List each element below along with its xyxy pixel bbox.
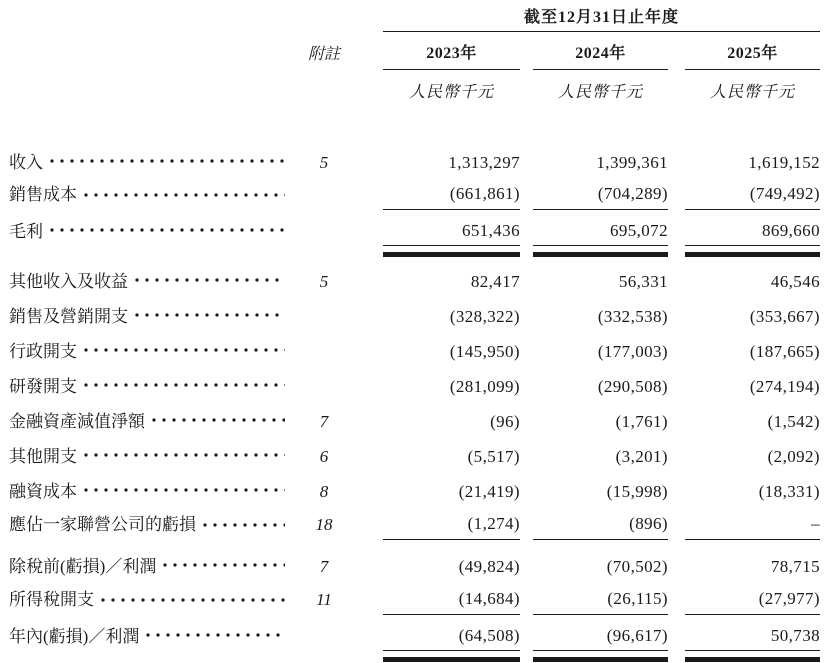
dot-leader bbox=[84, 348, 285, 352]
gross-profit-total-rule bbox=[9, 246, 820, 257]
table-row-rd-expenses bbox=[9, 369, 820, 404]
row-label: 應佔一家聯營公司的虧損 bbox=[9, 515, 196, 534]
value-2025: 50,738 bbox=[685, 626, 820, 651]
dot-leader bbox=[163, 563, 285, 567]
spacer bbox=[9, 540, 820, 550]
row-note: 7 bbox=[319, 412, 329, 431]
dot-leader bbox=[50, 159, 285, 163]
value-2025: (274,194) bbox=[749, 377, 820, 396]
table-row-impairment-financial-assets bbox=[9, 404, 820, 439]
year-header-2025: 2025年 bbox=[685, 40, 820, 70]
dot-leader bbox=[135, 278, 285, 282]
total-rule-bar bbox=[533, 657, 668, 663]
note-column-header: 附註 bbox=[307, 46, 340, 63]
table-row-cost-of-sales bbox=[9, 180, 820, 210]
dot-leader bbox=[203, 523, 285, 527]
year-header-2024: 2024年 bbox=[533, 40, 668, 70]
value-2024: (70,502) bbox=[606, 557, 668, 576]
value-2023: (64,508) bbox=[383, 626, 520, 651]
period-header: 截至12月31日止年度 bbox=[383, 4, 820, 32]
value-2024: (15,998) bbox=[606, 482, 668, 501]
spacer bbox=[9, 257, 820, 265]
header-spacer bbox=[9, 110, 820, 146]
total-rule-bar bbox=[383, 657, 520, 663]
value-2025: 78,715 bbox=[770, 557, 820, 576]
row-note: 18 bbox=[315, 515, 333, 534]
value-2025: (2,092) bbox=[767, 447, 820, 466]
row-note bbox=[293, 327, 355, 334]
table-row-other-income bbox=[9, 265, 820, 299]
value-2025: (187,665) bbox=[749, 342, 820, 361]
table-header-units bbox=[9, 70, 820, 110]
row-note bbox=[293, 362, 355, 369]
value-2023: (281,099) bbox=[449, 377, 520, 396]
row-note bbox=[293, 242, 355, 246]
total-rule-bar bbox=[685, 252, 820, 258]
value-2025: 869,660 bbox=[685, 221, 820, 246]
dot-leader bbox=[146, 633, 285, 637]
total-rule-bar bbox=[685, 657, 820, 663]
value-2023: (328,322) bbox=[449, 307, 520, 326]
value-2023: (5,517) bbox=[467, 447, 520, 466]
value-2025: (18,331) bbox=[758, 482, 820, 501]
table-row-selling-marketing-expenses bbox=[9, 299, 820, 334]
value-2024: 695,072 bbox=[533, 221, 668, 246]
row-label: 金融資產減值淨額 bbox=[9, 412, 145, 431]
year-header-2023: 2023年 bbox=[383, 40, 520, 70]
dot-leader bbox=[101, 598, 285, 602]
row-label: 除稅前(虧損)／利潤 bbox=[9, 557, 157, 576]
value-2025: 46,546 bbox=[770, 272, 820, 291]
value-2024: (177,003) bbox=[597, 342, 668, 361]
dot-leader bbox=[50, 228, 285, 232]
value-2023: (1,274) bbox=[383, 514, 520, 540]
table-header-years bbox=[9, 32, 820, 70]
value-2024: (1,761) bbox=[615, 412, 668, 431]
table-row-finance-costs bbox=[9, 474, 820, 509]
dot-leader bbox=[84, 383, 285, 387]
value-2023: 82,417 bbox=[470, 272, 520, 291]
value-2024: (3,201) bbox=[615, 447, 668, 466]
unit-header-2024: 人民幣千元 bbox=[557, 83, 643, 101]
value-2025: – bbox=[685, 514, 820, 540]
row-label: 毛利 bbox=[9, 222, 43, 241]
dot-leader bbox=[84, 453, 285, 457]
total-rule-bar bbox=[533, 252, 668, 258]
row-label: 收入 bbox=[9, 153, 43, 172]
value-2023: (661,861) bbox=[383, 184, 520, 210]
table-row-income-tax-expense bbox=[9, 584, 820, 615]
dot-leader bbox=[152, 418, 285, 422]
year-total-rule bbox=[9, 651, 820, 662]
table-row-administrative-expenses bbox=[9, 334, 820, 369]
row-label: 融資成本 bbox=[9, 482, 77, 501]
row-label: 所得稅開支 bbox=[9, 590, 94, 609]
table-header-period bbox=[9, 4, 820, 32]
row-label: 研發開支 bbox=[9, 377, 77, 396]
value-2024: 56,331 bbox=[618, 272, 668, 291]
value-2023: (49,824) bbox=[458, 557, 520, 576]
row-label: 其他收入及收益 bbox=[9, 272, 128, 291]
row-label: 年內(虧損)／利潤 bbox=[9, 627, 140, 646]
value-2023: (14,684) bbox=[383, 589, 520, 615]
value-2024: (332,538) bbox=[597, 307, 668, 326]
table-row-gross-profit bbox=[9, 220, 820, 246]
table-row-profit-loss-before-tax bbox=[9, 550, 820, 584]
row-label: 銷售及營銷開支 bbox=[9, 307, 128, 326]
unit-header-2025: 人民幣千元 bbox=[709, 83, 795, 101]
dot-leader bbox=[135, 313, 285, 317]
row-note: 8 bbox=[319, 482, 329, 501]
row-note bbox=[293, 397, 355, 404]
row-note: 7 bbox=[319, 557, 329, 576]
row-note: 6 bbox=[319, 447, 329, 466]
value-2023: 1,313,297 bbox=[448, 153, 520, 172]
value-2024: (704,289) bbox=[533, 184, 668, 210]
table-row-revenue bbox=[9, 146, 820, 180]
dot-leader bbox=[84, 193, 285, 197]
table-row-other-expenses bbox=[9, 439, 820, 474]
value-2025: (27,977) bbox=[685, 589, 820, 615]
value-2024: (96,617) bbox=[533, 626, 668, 651]
unit-header-2023: 人民幣千元 bbox=[408, 83, 494, 101]
value-2023: 651,436 bbox=[383, 221, 520, 246]
row-note: 5 bbox=[319, 272, 329, 291]
value-2024: (26,115) bbox=[533, 589, 668, 615]
row-note bbox=[293, 647, 355, 651]
row-note: 5 bbox=[319, 153, 329, 172]
dot-leader bbox=[84, 488, 285, 492]
table-row-profit-loss-for-the-year bbox=[9, 621, 820, 651]
value-2024: (896) bbox=[533, 514, 668, 540]
value-2023: (96) bbox=[490, 412, 520, 431]
row-note bbox=[293, 205, 355, 210]
value-2024: (290,508) bbox=[597, 377, 668, 396]
value-2025: (749,492) bbox=[685, 184, 820, 210]
row-label: 其他開支 bbox=[9, 447, 77, 466]
row-note: 11 bbox=[316, 590, 332, 609]
value-2023: (145,950) bbox=[449, 342, 520, 361]
table-row-share-of-loss-of-associate bbox=[9, 509, 820, 540]
value-2024: 1,399,361 bbox=[596, 153, 668, 172]
value-2025: (353,667) bbox=[749, 307, 820, 326]
value-2025: (1,542) bbox=[767, 412, 820, 431]
row-label: 銷售成本 bbox=[9, 185, 77, 204]
value-2025: 1,619,152 bbox=[748, 153, 820, 172]
total-rule-bar bbox=[383, 252, 520, 258]
row-label: 行政開支 bbox=[9, 342, 77, 361]
value-2023: (21,419) bbox=[458, 482, 520, 501]
